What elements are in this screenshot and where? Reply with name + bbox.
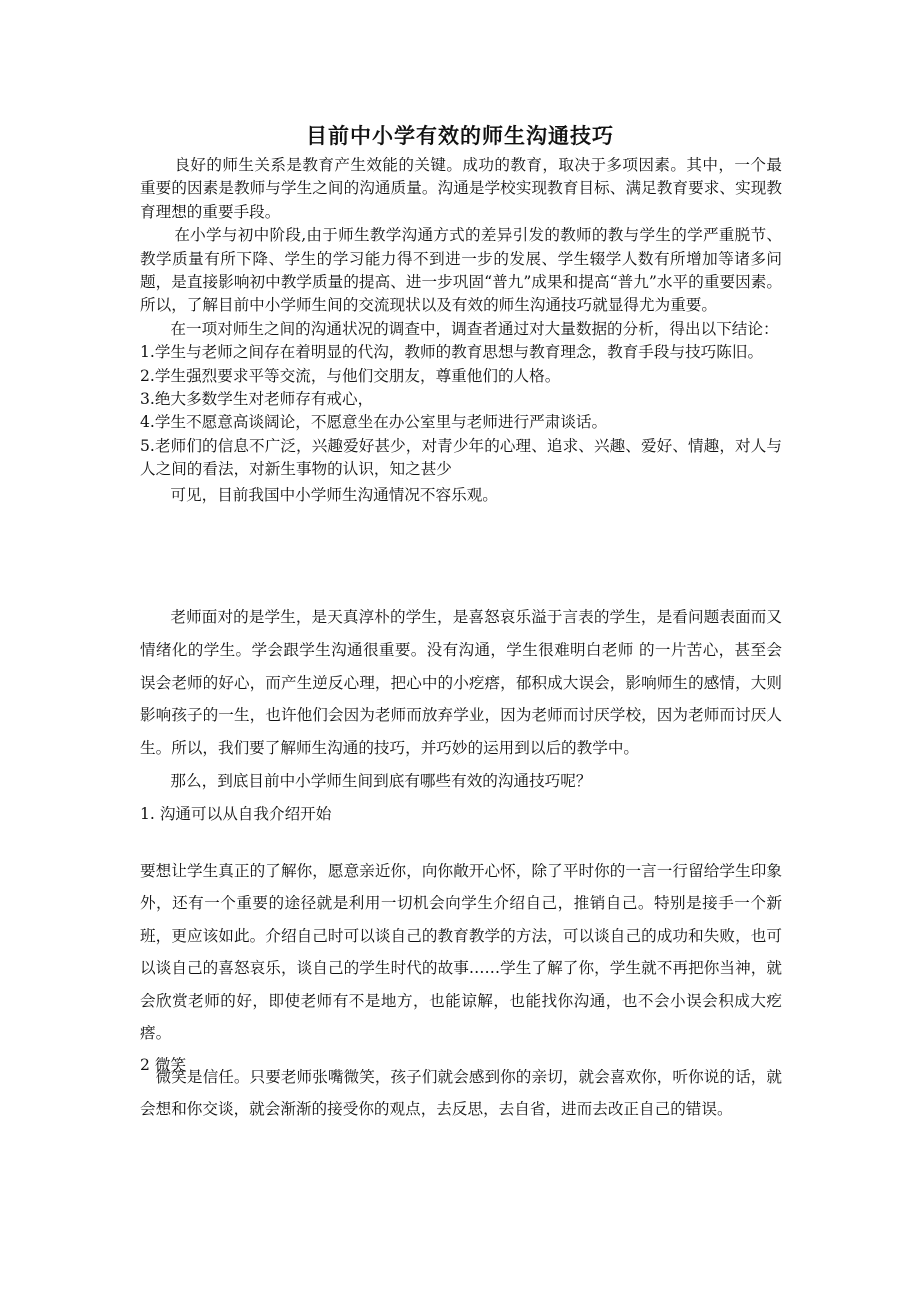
intro-paragraph-2: 在小学与初中阶段,由于师生教学沟通方式的差异引发的教师的教与学生的学严重脱节、教学质量有所下降、学生的学习能力得不到进一步的发展、学生辍学人数有所增加等诸多问题，是直接影响初中教学质量的提高、进一步巩固“普九”成果和提高“普九”水平的重要因素。所以，了解目前中小学师生间的交流现状以及有效的师生沟通技巧就显得尤为重要。 xyxy=(140,226,782,315)
finding-item: 3.绝大多数学生对老师存有戒心， xyxy=(140,390,374,409)
section-heading-2: 2 微笑 xyxy=(140,1056,187,1075)
section-1 xyxy=(140,855,782,1082)
finding-item: 4.学生不愿意高谈阔论，不愿意坐在办公室里与老师进行严肃谈话。 xyxy=(140,413,608,432)
intro-paragraph-1: 良好的师生关系是教育产生效能的关键。成功的教育，取决于多项因素。其中，一个最重要的因素是教师与学生之间的沟通质量。沟通是学校实现教育目标、满足教育要求、实现教育理想的重要手段。 xyxy=(140,156,782,221)
document-title: 目前中小学有效的师生沟通技巧 xyxy=(306,124,614,148)
intro-paragraph-3: 在一项对师生之间的沟通状况的调查中，调查者通过对大量数据的分析，得出以下结论： xyxy=(170,319,779,338)
finding-item: 5.老师们的信息不广泛，兴趣爱好甚少，对青少年的心理、追求、兴趣、爱好、情趣，对人与人之间的看法，对新生事物的认识，知之甚少 xyxy=(140,436,782,479)
question-paragraph: 那么，到底目前中小学师生间到底有哪些有效的沟通技巧呢？ xyxy=(170,771,592,790)
finding-item: 1.学生与老师之间存在着明显的代沟，教师的教育思想与教育理念，教育手段与技巧陈旧。 xyxy=(140,343,764,362)
intro-section xyxy=(140,154,782,507)
section-2 xyxy=(140,1061,782,1126)
section-2-paragraph: 微笑是信任。只要老师张嘴微笑，孩子们就会感到你的亲切，就会喜欢你，听你说的话，就会想和你交谈，就会渐渐的接受你的观点，去反思，去自省，进而去改正自己的错误。 xyxy=(140,1068,782,1119)
intro-conclusion: 可见，目前我国中小学师生沟通情况不容乐观。 xyxy=(170,485,498,504)
main-paragraph: 老师面对的是学生，是天真淳朴的学生，是喜怒哀乐溢于言表的学生，是看问题表面而又情绪化的学生。学会跟学生沟通很重要。没有沟通，学生很难明白老师 的一片苦心，甚至会误会老师的好心，而产生逆反心理，把心中的小疙瘩，郁积成大误会，影响师生的感情，大则影响孩子的一生，也许他们会因为老师而放弃学业，因为老师而讨厌学校，因为老师而讨厌人生。所以，我们要了解师生沟通的技巧，并巧妙的运用到以后的教学中。 xyxy=(140,608,782,758)
section-heading-1: 1. 沟通可以从自我介绍开始 xyxy=(140,804,332,823)
finding-item: 2.学生强烈要求平等交流，与他们交朋友，尊重他们的人格。 xyxy=(140,366,561,385)
section-1-paragraph: 要想让学生真正的了解你，愿意亲近你，向你敞开心怀，除了平时你的一言一行留给学生印象外，还有一个重要的途径就是利用一切机会向学生介绍自己，推销自己。特别是接手一个新班，更应该如此。介绍自己时可以谈自己的教育教学的方法，可以谈自己的成功和失败，也可以谈自己的喜怒哀乐，谈自己的学生时代的故事……学生了解了你，学生就不再把你当神，就会欣赏老师的好，即使老师有不是地方，也能谅解，也能找你沟通，也不会小误会积成大疙瘩。 xyxy=(140,862,782,1043)
main-section xyxy=(140,601,782,831)
